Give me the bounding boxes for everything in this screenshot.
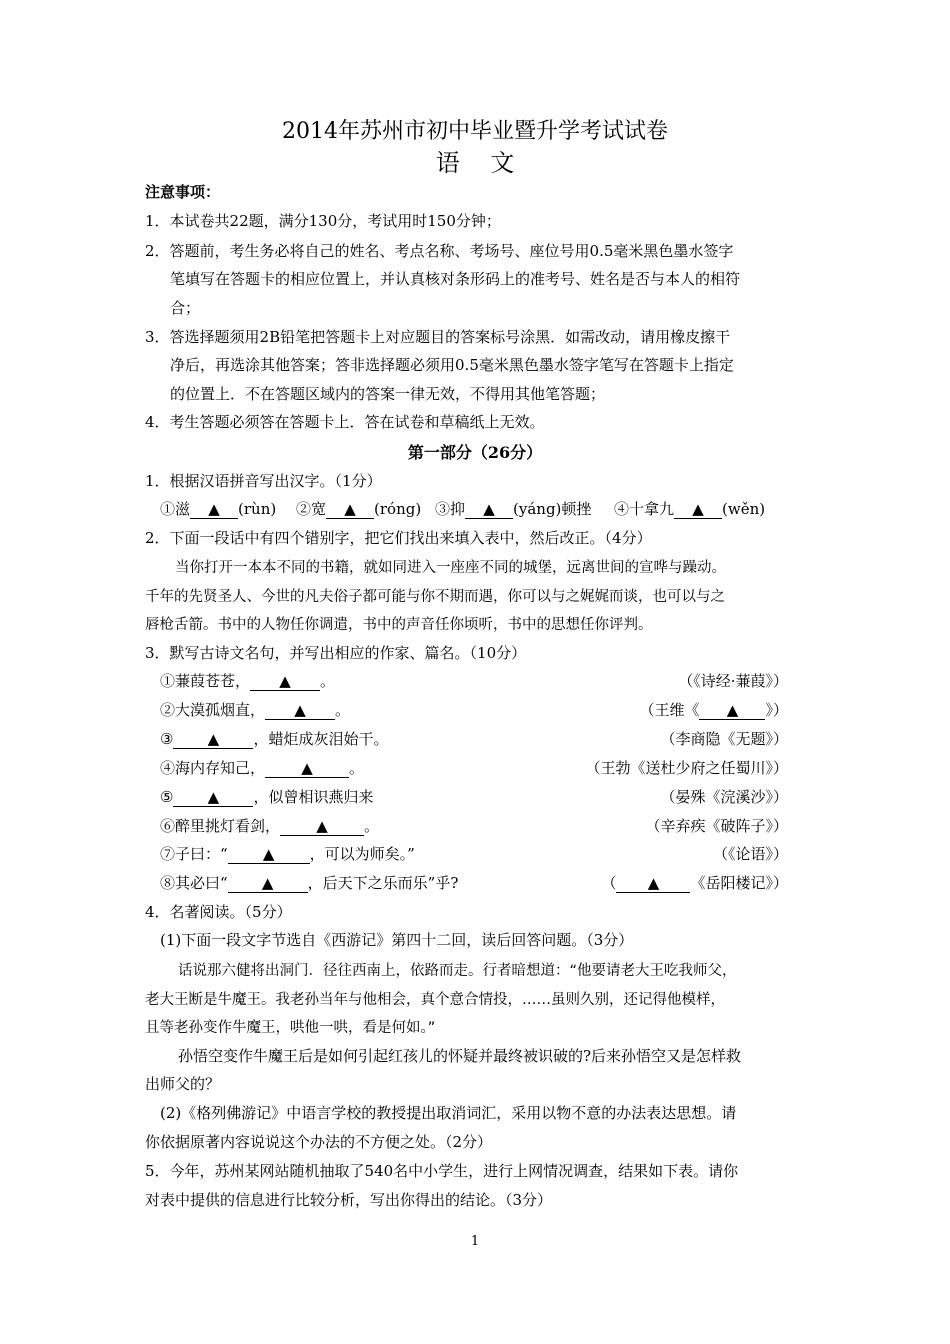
q3-line-7: ⑦子曰：“ ▲ ，可以为师矣。”: [160, 845, 415, 863]
answer-blank[interactable]: ▲: [173, 789, 253, 807]
q4-passage: 话说那六健将出洞门．径往西南上，依路而走。行者暗想道：“他要请老大王吃我师父，: [178, 963, 737, 979]
q2-passage: 唇枪舌箭。书中的人物任你调遣，书中的声音任你顷听，书中的思想任你评判。: [145, 617, 653, 633]
notice-item-3-cont: 的位置上．不在答题区域内的答案一律无效，不得用其他笔答题；: [170, 385, 606, 403]
answer-blank[interactable]: ▲: [674, 501, 722, 519]
answer-blank[interactable]: ▲: [228, 875, 308, 893]
q5-stem: 5．今年，苏州某网站随机抽取了540名中小学生，进行上网情况调查，结果如下表。请你: [145, 1162, 739, 1180]
notice-item-1: 1．本试卷共22题，满分130分，考试用时150分钟；: [145, 212, 501, 230]
q2-passage: 当你打开一本本不同的书籍，就如同进入一座座不同的城堡，远离世间的宣哗与躁动。: [175, 560, 726, 576]
q4-question: 出师父的？: [145, 1075, 221, 1093]
notice-item-2-cont: 合；: [170, 299, 201, 317]
q3-source-7: （《论语》）: [712, 845, 788, 863]
q3-line-2: ②大漠孤烟直， ▲ 。: [160, 701, 351, 719]
q3-line-6: ⑥醉里挑灯看剑， ▲ 。: [160, 817, 380, 835]
notice-item-4: 4．考生答题必须答在答题卡上．答在试卷和草稿纸上无效。: [145, 413, 545, 431]
q3-stem: 3．默写古诗文名句，并写出相应的作家、篇名。（10分）: [145, 644, 527, 662]
q1-item-2: ②宽 ▲ (róng): [296, 500, 422, 518]
q3-source-5: （晏殊《浣溪沙》）: [660, 788, 788, 806]
q4-passage: 且等老孙变作牛魔王，哄他一哄，看是何如。”: [145, 1020, 436, 1036]
q1-item-1: ①滋 ▲ (rùn): [160, 500, 277, 518]
notice-heading: 注意事项：: [145, 183, 221, 201]
notice-item-3: 3．答选择题须用2B铅笔把答题卡上对应题目的答案标号涂黑．如需改动，请用橡皮擦干: [145, 328, 731, 346]
notice-item-3-cont: 净后，再选涂其他答案；答非选择题必须用0.5毫米黑色墨水签字笔写在答题卡上指定: [170, 356, 734, 374]
answer-blank[interactable]: ▲: [265, 702, 335, 720]
subject-title: 语 文: [435, 149, 515, 177]
answer-blank[interactable]: ▲: [190, 501, 238, 519]
answer-blank[interactable]: ▲: [699, 702, 765, 720]
answer-blank[interactable]: ▲: [465, 501, 513, 519]
answer-blank[interactable]: ▲: [173, 731, 253, 749]
q4-stem: 4．名著阅读。（5分）: [145, 903, 292, 921]
page-number: 1: [470, 1234, 480, 1249]
notice-item-2: 2．答题前，考生务必将自己的姓名、考点名称、考场号、座位号用0.5毫米黑色墨水签字: [145, 242, 734, 260]
q1-item-4: ④十拿九 ▲ (wěn): [614, 500, 766, 518]
q3-source-3: （李商隐《无题》）: [660, 730, 788, 748]
q2-passage: 千年的先贤圣人、今世的凡夫俗子都可能与你不期而遇，你可以与之娓娓而谈，也可以与之: [145, 589, 725, 605]
q3-source-2: （王维《 ▲ 》）: [639, 701, 788, 719]
q1-item-3: ③抑 ▲ (yáng)顿挫: [435, 500, 592, 518]
q3-source-8: （ ▲ 《岳阳楼记》）: [601, 874, 788, 892]
q4-question: 孙悟空变作牛魔王后是如何引起红孩儿的怀疑并最终被识破的?后来孙悟空又是怎样救: [178, 1047, 742, 1065]
answer-blank[interactable]: ▲: [326, 501, 374, 519]
notice-item-2-cont: 笔填写在答题卡的相应位置上，并认真核对条形码上的准考号、姓名是否与本人的相符: [170, 270, 741, 288]
exam-title: 2014年苏州市初中毕业暨升学考试试卷: [282, 119, 668, 144]
part1-heading: 第一部分（26分）: [407, 443, 543, 462]
q3-source-4: （王勃《送杜少府之任蜀川》）: [585, 759, 788, 777]
answer-blank[interactable]: ▲: [250, 673, 320, 691]
answer-blank[interactable]: ▲: [616, 875, 690, 893]
answer-blank[interactable]: ▲: [228, 846, 310, 864]
q4-sub2: (2)《格列佛游记》中语言学校的教授提出取消词汇，采用以物不意的办法表达思想。请: [160, 1104, 737, 1122]
q1-stem: 1．根据汉语拼音写出汉字。（1分）: [145, 472, 382, 490]
q3-line-1: ①蒹葭苍苍， ▲ 。: [160, 672, 336, 690]
q3-line-4: ④海内存知己， ▲ 。: [160, 759, 365, 777]
q3-source-6: （辛弃疾《破阵子》）: [645, 817, 788, 835]
q3-line-3: ③ ▲ ，蜡炬成灰泪始干。: [160, 730, 389, 748]
q4-sub2: 你依据原著内容说说这个办法的不方便之处。（2分）: [145, 1133, 493, 1151]
answer-blank[interactable]: ▲: [280, 818, 364, 836]
q4-sub1: (1)下面一段文字节选自《西游记》第四十二回，读后回答问题。（3分）: [160, 931, 634, 949]
q3-source-1: （《诗经·蒹葭》）: [678, 672, 788, 690]
q2-stem: 2．下面一段话中有四个错别字，把它们找出来填入表中，然后改正。（4分）: [145, 529, 652, 547]
answer-blank[interactable]: ▲: [265, 760, 349, 778]
q3-line-8: ⑧其必曰“ ▲ ，后天下之乐而乐”乎?: [160, 874, 459, 892]
q3-line-5: ⑤ ▲ ，似曾相识燕归来: [160, 788, 374, 806]
q4-passage: 老大王断是牛魔王。我老孙当年与他相会，真个意合情投，……虽则久别，还记得他模样，: [145, 992, 725, 1008]
q5-stem: 对表中提供的信息进行比较分析，写出你得出的结论。（3分）: [145, 1191, 553, 1209]
